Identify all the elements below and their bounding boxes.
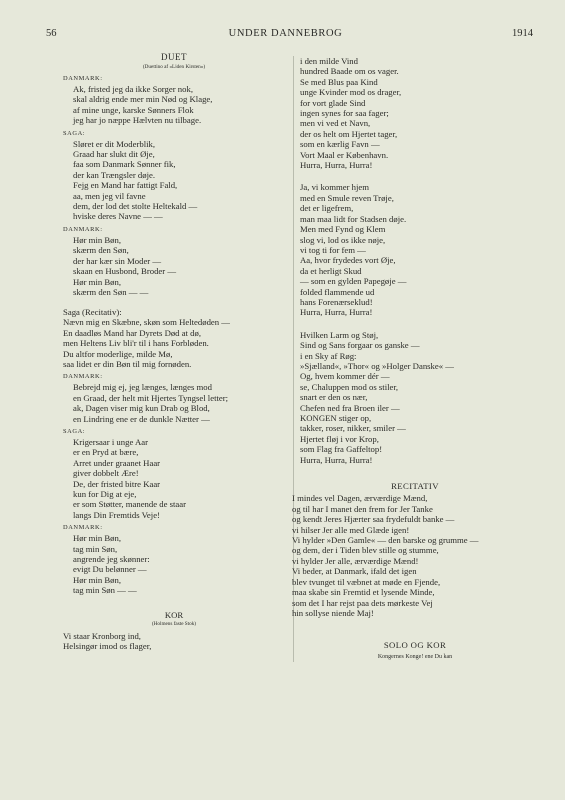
verse-line: Fejg en Mand har fattigt Fald, bbox=[73, 180, 178, 191]
verse-line: vi hilser Jer alle med Glæde igen! bbox=[292, 524, 410, 535]
recitativ-text bbox=[63, 317, 285, 369]
verse-line: Vort Maal er København. bbox=[300, 149, 389, 160]
verse-line: De, der fristed bitre Kaar bbox=[73, 478, 161, 489]
verse-line: med en Smule reven Trøje, bbox=[300, 192, 394, 203]
verse-line: takker, roser, nikker, smiler — bbox=[300, 423, 406, 434]
duet-blocks-2 bbox=[63, 372, 285, 595]
verse-line: hans Forenærseklud! bbox=[300, 296, 373, 307]
verse-line: hin sollyse niende Maj! bbox=[292, 607, 374, 618]
kor-stanza-1 bbox=[300, 56, 530, 170]
verse-line: Chefen ned fra Broen iler — bbox=[300, 402, 400, 413]
verse-line: blev tvunget til væbnet at møde en Fjende, bbox=[292, 576, 441, 587]
verse-line: der os helt om Hjertet tager, bbox=[300, 128, 398, 139]
verse-line: er en Pryd at bære, bbox=[73, 447, 139, 458]
verse-line: Hør min Bøn, bbox=[73, 574, 122, 585]
page-header bbox=[38, 28, 533, 44]
verse-line: Hurra, Hurra, Hurra! bbox=[300, 454, 373, 465]
verse-line: I mindes vel Dagen, ærværdige Mænd, bbox=[292, 493, 428, 504]
verse-line: Se med Blus paa Kind bbox=[300, 76, 378, 87]
verse-line: Du altfor moderlige, milde Mø, bbox=[63, 348, 173, 359]
verse-line: saa lidet er din Bøn til mig fornøden. bbox=[63, 358, 192, 369]
duet-blocks bbox=[63, 74, 285, 297]
verse-line: hundred Baade om os vager. bbox=[300, 66, 399, 77]
verse-line: og til har I manet den frem for Jer Tanke bbox=[292, 503, 433, 514]
verse-line: — som en gylden Papegøje — bbox=[300, 276, 407, 287]
verse-line: af mine unge, karske Sønners Flok bbox=[73, 104, 194, 115]
page-year: 1914 bbox=[512, 28, 533, 39]
left-column bbox=[63, 52, 285, 652]
verse-line: da et herligt Skud bbox=[300, 265, 362, 276]
verse-line: tag min Søn — — bbox=[73, 585, 137, 596]
verse-line: Vi hylder »Den Gamle« — den barske og grumme — bbox=[292, 535, 479, 546]
recitativ-verse bbox=[292, 493, 530, 618]
verse-line: »Sjælland«, »Thor« og »Holger Danske« — bbox=[300, 360, 454, 371]
recitativ-speaker: Saga (Recitativ): bbox=[63, 307, 122, 318]
verse-line: Helsingør imod os flager, bbox=[63, 641, 152, 652]
verse-line: folded flammende ud bbox=[300, 286, 375, 297]
speaker-label: SAGA: bbox=[63, 129, 86, 137]
speaker-label: SAGA: bbox=[63, 427, 86, 435]
kor-stanza-3 bbox=[300, 330, 530, 465]
speaker-label: DANMARK: bbox=[63, 75, 103, 82]
verse-line: i en Sky af Røg: bbox=[300, 350, 357, 361]
solo-title: SOLO OG KOR bbox=[383, 640, 447, 651]
speaker-label: DANMARK: bbox=[63, 373, 103, 381]
verse-line: vi hylder Jer alle, ærværdige Mænd! bbox=[292, 555, 419, 566]
duet-title: DUET bbox=[161, 52, 187, 62]
verse-line: skærm den Søn, bbox=[73, 245, 129, 256]
verse-line: Vi beder, at Danmark, ifald det igen bbox=[292, 566, 417, 577]
verse-line: hviske deres Navne — — bbox=[73, 211, 163, 222]
verse-line: Hør min Bøn, bbox=[73, 276, 122, 287]
verse-line: ak, Dagen viser mig kun Drab og Blod, bbox=[73, 403, 210, 414]
kor-stanza-2 bbox=[300, 182, 530, 317]
verse-line: faa som Danmark Sønner fik, bbox=[73, 159, 176, 170]
verse-line: vi tog ti for fem — bbox=[300, 244, 366, 255]
verse-line: for vort glade Sind bbox=[300, 97, 366, 108]
verse-line: Ak, fristed jeg da ikke Sorger nok, bbox=[73, 84, 193, 94]
solo-subtitle: Kongernes Konge! ene Du kan bbox=[377, 653, 453, 660]
verse-line: Aa, hvor frydedes vort Øje, bbox=[300, 255, 396, 266]
verse-line: Nævn mig en Skæbne, skøn som Heltedøden — bbox=[63, 317, 230, 328]
verse-line: og kendt Jeres Hjærter saa frydefuldt banke — bbox=[292, 514, 455, 525]
verse-line: man maa lidt for Stadsen døje. bbox=[300, 213, 407, 224]
verse-line: som det I har rejst paa dets mørkeste Vej bbox=[292, 597, 433, 608]
verse-line: og dem, der i Tiden blev stille og stumme, bbox=[292, 545, 439, 556]
verse-line: Sløret er dit Moderblik, bbox=[73, 138, 156, 149]
verse-line: tag min Søn, bbox=[73, 543, 118, 554]
verse-line: der har kær sin Moder — bbox=[73, 255, 162, 266]
kor-title: KOR bbox=[164, 609, 184, 620]
verse-line: som en kærlig Favn — bbox=[300, 139, 380, 150]
verse-line: Krigersaar i unge Aar bbox=[73, 436, 149, 447]
verse-line: som Flag fra Gaffeltop! bbox=[300, 444, 383, 455]
verse-line: Hurra, Hurra, Hurra! bbox=[300, 160, 373, 171]
verse-line: der kan Trængsler døje. bbox=[73, 169, 156, 180]
verse-line: se, Chaluppen mod os stiler, bbox=[300, 381, 399, 392]
verse-line: Hvilken Larm og Støj, bbox=[300, 329, 379, 340]
verse-line: Graad har slukt dit Øje, bbox=[73, 149, 155, 160]
duet-subtitle: (Duettino af »Liden Kirsten«) bbox=[142, 64, 206, 70]
verse-line: det er ligefrem, bbox=[300, 203, 354, 214]
verse-line: ingen synes for saa fager; bbox=[300, 108, 389, 119]
verse-line: Vi staar Kronborg ind, bbox=[63, 631, 141, 642]
page-number: 56 bbox=[46, 28, 57, 39]
verse-line: maa skabe sin Fremtid et lysende Minde, bbox=[292, 587, 435, 598]
verse-line: skaan en Husbond, Broder — bbox=[73, 266, 177, 277]
kor-subtitle: (Holmens faste Stok) bbox=[151, 621, 197, 628]
verse-line: angrende jeg skønner: bbox=[73, 554, 150, 565]
verse-line: Hjertet fløj i vor Krop, bbox=[300, 433, 379, 444]
verse-line: Hør min Bøn, bbox=[73, 234, 122, 245]
speaker-label: DANMARK: bbox=[63, 524, 103, 532]
verse-line: Men med Fynd og Klem bbox=[300, 224, 386, 235]
verse-line: skal aldrig ende mer min Nød og Klage, bbox=[73, 94, 213, 105]
verse-line: men Heltens Liv bli'r til i hans Forbløden. bbox=[63, 338, 209, 349]
verse-line: langs Din Fremtids Veje! bbox=[73, 509, 160, 520]
speaker-label: DANMARK: bbox=[63, 225, 103, 233]
verse-line: Hør min Bøn, bbox=[73, 533, 122, 544]
verse-line: men vi ved et Navn, bbox=[300, 118, 371, 129]
verse-line: jeg har jo næppe Hælvten nu tilbage. bbox=[73, 115, 202, 126]
verse-line: Sind og Sans forgaar os ganske — bbox=[300, 340, 420, 351]
verse-line: En daadløs Mand har Dyrets Død at dø, bbox=[63, 327, 202, 338]
verse-line: i den milde Vind bbox=[300, 56, 358, 66]
verse-line: aa, men jeg vil favne bbox=[73, 190, 146, 201]
verse-line: KONGEN stiger op, bbox=[300, 413, 372, 423]
right-column bbox=[293, 56, 530, 662]
verse-line: Og, hvem kommer dér — bbox=[300, 371, 390, 382]
verse-line: dem, der lod det stolte Heltekald — bbox=[73, 201, 198, 212]
verse-line: unge Kvinder mod os drager, bbox=[300, 87, 402, 98]
verse-line: Hurra, Hurra, Hurra! bbox=[300, 307, 373, 318]
verse-line: evigt Du belønner — bbox=[73, 564, 147, 575]
recitativ-title: RECITATIV bbox=[391, 481, 439, 492]
verse-line: en Lindring ene er de dunkle Nætter — bbox=[73, 413, 210, 424]
kor-text bbox=[63, 631, 285, 652]
verse-line: Arret under graanet Haar bbox=[73, 457, 161, 468]
verse-line: er som Støtter, manende de staar bbox=[73, 499, 187, 510]
verse-line: en Graad, der helt mit Hjertes Tyngsel letter; bbox=[73, 392, 229, 403]
verse-line: giver dobbelt Ære! bbox=[73, 468, 139, 479]
verse-line: skærm den Søn — — bbox=[73, 286, 149, 297]
verse-line: kun for Dig at eje, bbox=[73, 489, 137, 499]
verse-line: Ja, vi kommer hjem bbox=[300, 182, 370, 193]
verse-line: slog vi, lod os ikke nøje, bbox=[300, 234, 386, 245]
verse-line: Bebrejd mig ej, jeg længes, længes mod bbox=[73, 382, 212, 393]
verse-line: snart er den os nær, bbox=[300, 392, 368, 403]
running-title: UNDER DANNEBROG bbox=[228, 28, 343, 39]
